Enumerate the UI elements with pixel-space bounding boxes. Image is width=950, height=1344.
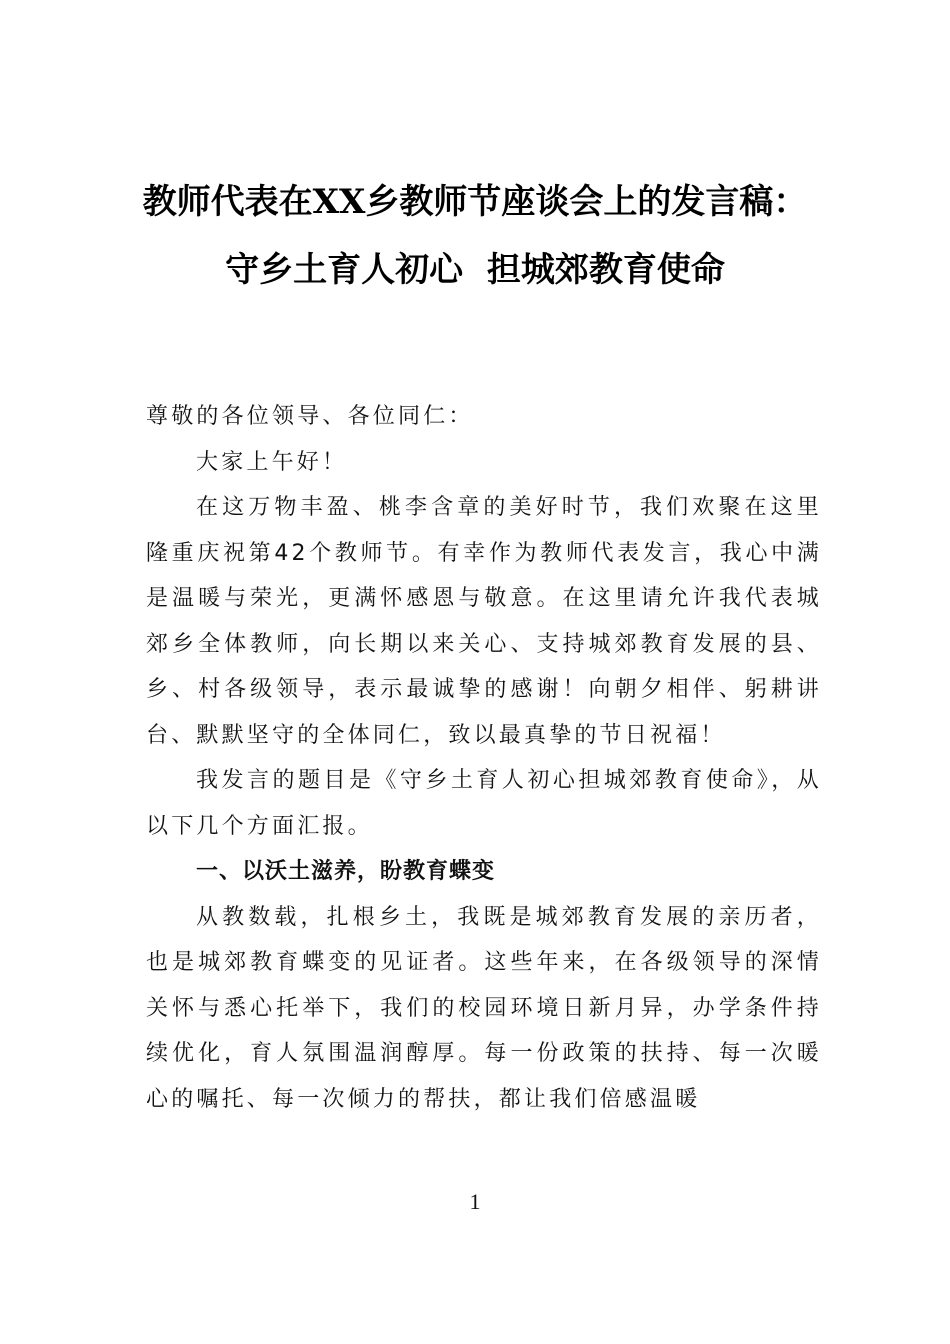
paragraph-opening: 在这万物丰盈、桃李含章的美好时节，我们欢聚在这里隆重庆祝第42个教师节。有幸作为教师代表发言，我心中满是温暖与荣光，更满怀感恩与敬意。在这里请允许我代表城郊乡全体教师，向长期以来关心、支持城郊教育发展的县、乡、村各级领导，表示最诚挚的感谢！向朝夕相伴、躬耕讲台、默默坚守的全体同仁，致以最真挚的节日祝福！ <box>146 495 822 748</box>
greeting: 大家上午好！ <box>196 449 348 475</box>
salutation: 尊敬的各位领导、各位同仁： <box>146 404 474 429</box>
page-number: 1 <box>469 1189 481 1214</box>
title-line-1: 教师代表在XX乡教师节座谈会上的发言稿： <box>142 182 808 222</box>
title-line-2: 守乡土育人初心 担城郊教育使命 <box>225 250 725 290</box>
document-title <box>0 168 950 304</box>
document-body <box>146 394 822 1122</box>
paragraph-section-1: 从教数载，扎根乡土，我既是城郊教育发展的亲历者，也是城郊教育蝶变的见证者。这些年来，在各级领导的深情关怀与悉心托举下，我们的校园环境日新月异，办学条件持续优化，育人氛围温润醇厚。每一份政策的扶持、每一次暖心的嘱托、每一次倾力的帮扶，都让我们倍感温暖 <box>146 904 822 1112</box>
section-heading-1: 一、以沃土滋养，盼教育蝶变 <box>196 859 496 884</box>
paragraph-topic: 我发言的题目是《守乡土育人初心担城郊教育使命》，从以下几个方面汇报。 <box>146 768 822 839</box>
